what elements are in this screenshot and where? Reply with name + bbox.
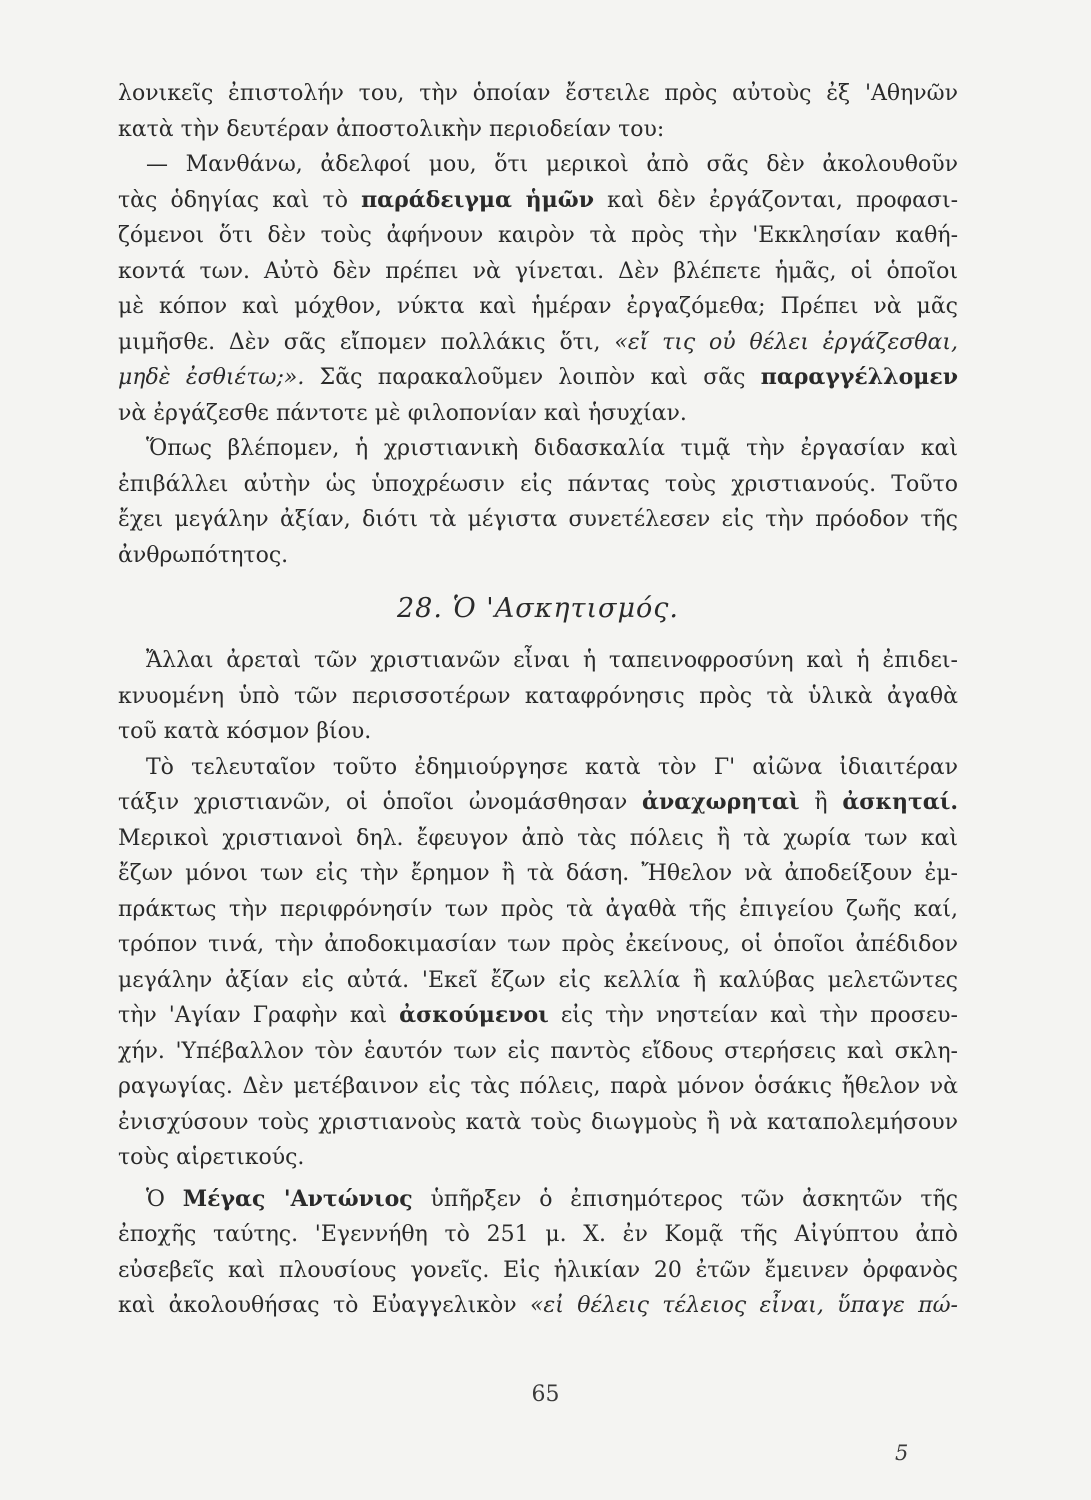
text-line — [118, 289, 958, 325]
text-run: ζόμενοι ὅτι δὲν τοὺς ἀφήνουν καιρὸν τὰ πρὸς τὴν 'Εκκλησίαν καθή- — [118, 223, 958, 248]
text-line — [118, 1034, 958, 1070]
text-run: καὶ δὲν ἐργάζονται, προφασι- — [594, 187, 959, 213]
text-line — [118, 998, 958, 1034]
paragraph-1 — [118, 76, 958, 147]
page-body — [118, 76, 958, 1324]
italic-quote: μηδὲ ἐσθιέτω;». — [118, 365, 305, 390]
text-run: ὑπῆρξεν ὁ ἐπισημότερος τῶν ἀσκητῶν τῆς — [412, 1186, 958, 1212]
section-heading: 28. Ὁ 'Ασκητισμός. — [396, 593, 679, 624]
text-line — [118, 821, 958, 857]
text-line — [118, 1140, 958, 1176]
bold-phrase: παράδειγμα ἡμῶν — [361, 186, 594, 213]
italic-quote: «εἰ θέλεις τέλειος εἶναι, ὕπαγε πώ- — [529, 1293, 958, 1318]
text-run: τὴν 'Αγίαν Γραφὴν καὶ — [118, 1003, 400, 1028]
bold-phrase: παραγγέλλομεν — [760, 364, 959, 390]
bold-term: ἀναχωρηταὶ — [642, 789, 800, 815]
text-line: ἔχει μεγάλην ἀξίαν, διότι τὰ μέγιστα συνετέλεσεν εἰς τὴν πρόοδον τῆς — [118, 507, 958, 532]
text-line — [118, 360, 958, 396]
text-run: εἰς τὴν νηστείαν καὶ τὴν προσευ- — [548, 1003, 958, 1028]
text-run: Ὁ — [146, 1186, 183, 1212]
text-run: τοὺς αἱρετικούς. — [118, 1145, 305, 1170]
text-line: Ἄλλαι ἀρεταὶ τῶν χριστιανῶν εἶναι ἡ ταπεινοφροσύνη καὶ ἡ ἐπιδει- — [146, 648, 958, 673]
text-run: τὰς ὁδηγίας καὶ τὸ — [118, 187, 362, 213]
text-line — [118, 892, 958, 928]
text-line: λονικεῖς ἐπιστολήν του, τὴν ὁποίαν ἔστειλε πρὸς αὐτοὺς ἐξ 'Αθηνῶν — [118, 81, 958, 106]
text-run: εὐσεβεῖς καὶ πλουσίους γονεῖς. Εἰς ἡλικίαν 20 ἐτῶν ἔμεινεν ὀρφανὸς — [118, 1257, 958, 1283]
text-line — [118, 1182, 958, 1218]
text-run: νὰ ἐργάζεσθε πάντοτε μὲ φιλοπονίαν καὶ ἡσυχίαν. — [118, 400, 687, 426]
text-line — [118, 1069, 958, 1105]
paragraph-2-quotation — [118, 147, 958, 431]
text-line — [118, 147, 958, 183]
text-line — [118, 856, 958, 892]
text-line: κατὰ τὴν δευτέραν ἀποστολικὴν περιοδείαν του: — [118, 116, 665, 142]
text-run: μὲ κόπον καὶ μόχθον, νύκτα καὶ ἡμέραν ἐργαζόμεθα; Πρέπει νὰ μᾶς — [118, 294, 958, 319]
bold-term: ἀσκηταί. — [842, 789, 958, 815]
italic-quote: «εἴ τις οὐ θέλει ἐργάζεσθαι, — [614, 329, 958, 355]
signature-mark: 5 — [895, 1441, 909, 1465]
text-run: καὶ ἀκολουθήσας τὸ Εὐαγγελικὸν — [118, 1293, 530, 1318]
text-run: πράκτως τὴν περιφρόνησίν των πρὸς τὰ ἀγαθὰ τῆς ἐπιγείου ζωῆς καί, — [118, 896, 958, 922]
text-run: τάξιν χριστιανῶν, οἱ ὁποῖοι ὠνομάσθησαν — [118, 790, 643, 815]
text-line — [118, 396, 958, 432]
paragraph-3 — [118, 431, 958, 573]
paragraph-6 — [118, 1182, 958, 1324]
bold-term: ἀσκούμενοι — [399, 1002, 549, 1028]
text-run: τρόπον τινά, τὴν ἀποδοκιμασίαν των πρὸς ἐκείνους, οἱ ὁποῖοι ἀπέδιδον — [118, 932, 958, 957]
text-line — [118, 254, 958, 290]
text-line — [118, 218, 958, 254]
text-line — [118, 1253, 958, 1289]
text-line — [118, 325, 958, 361]
bold-name: Μέγας 'Αντώνιος — [182, 1185, 413, 1212]
text-line — [118, 785, 958, 821]
text-line: ἐπιβάλλει αὐτὴν ὡς ὑποχρέωσιν εἰς πάντας τοὺς χριστιανούς. Τοῦτο — [118, 471, 958, 497]
text-run: χήν. 'Υπέβαλλον τὸν ἑαυτόν των εἰς παντὸς εἴδους στερήσεις καὶ σκλη- — [118, 1038, 958, 1064]
text-run: ἢ — [799, 790, 843, 815]
text-run: ραγωγίας. Δὲν μετέβαινον εἰς τὰς πόλεις, παρὰ μόνον ὁσάκις ἤθελον νὰ — [118, 1074, 958, 1099]
text-line — [118, 1217, 958, 1253]
text-line: ἀνθρωπότητος. — [118, 542, 289, 568]
text-run: Σᾶς παρακαλοῦμεν λοιπὸν καὶ σᾶς — [304, 365, 761, 390]
text-run: ἐνισχύσουν τοὺς χριστιανοὺς κατὰ τοὺς διωγμοὺς ἢ νὰ καταπολεμήσουν — [118, 1109, 958, 1135]
text-line — [118, 963, 958, 999]
text-line — [118, 750, 958, 786]
text-run: ἔζων μόνοι των εἰς τὴν ἔρημον ἢ τὰ δάση. Ἤθελον νὰ ἀποδείξουν ἐμ- — [118, 861, 958, 886]
text-line — [118, 1105, 958, 1141]
paragraph-5 — [118, 750, 958, 1176]
page-number: 65 — [531, 1382, 560, 1407]
text-line — [118, 183, 958, 219]
text-run: κοντά των. Αὐτὸ δὲν πρέπει νὰ γίνεται. Δὲν βλέπετε ἡμᾶς, οἱ ὁποῖοι — [118, 258, 958, 284]
paragraph-4 — [118, 643, 958, 750]
text-line: Ὅπως βλέπομεν, ἡ χριστιανικὴ διδασκαλία τιμᾷ τὴν ἐργασίαν καὶ — [146, 436, 958, 461]
text-line: τοῦ κατὰ κόσμον βίου. — [118, 719, 372, 744]
text-run: Μερικοὶ χριστιανοὶ δηλ. ἔφευγον ἀπὸ τὰς πόλεις ἢ τὰ χωρία των καὶ — [118, 825, 958, 851]
text-run: μεγάλην ἀξίαν εἰς αὐτά. 'Εκεῖ ἔζων εἰς κελλία ἢ καλύβας μελετῶντες — [118, 967, 958, 993]
text-line — [118, 1288, 958, 1324]
text-run: ἐποχῆς ταύτης. 'Εγεννήθη τὸ 251 μ. Χ. ἐν Κομᾷ τῆς Αἰγύπτου ἀπὸ — [118, 1222, 958, 1247]
text-run: Τὸ τελευταῖον τοῦτο ἐδημιούργησε κατὰ τὸν Γ' αἰῶνα ἰδιαιτέραν — [146, 754, 958, 780]
text-line — [118, 927, 958, 963]
text-line: κνυομένη ὑπὸ τῶν περισσοτέρων καταφρόνησις πρὸς τὰ ὑλικὰ ἀγαθὰ — [118, 683, 958, 709]
text-run: — Μανθάνω, ἀδελφοί μου, ὅτι μερικοὶ ἀπὸ σᾶς δὲν ἀκολουθοῦν — [146, 152, 958, 177]
text-run: μιμῆσθε. Δὲν σᾶς εἴπομεν πολλάκις ὅτι, — [118, 329, 615, 355]
